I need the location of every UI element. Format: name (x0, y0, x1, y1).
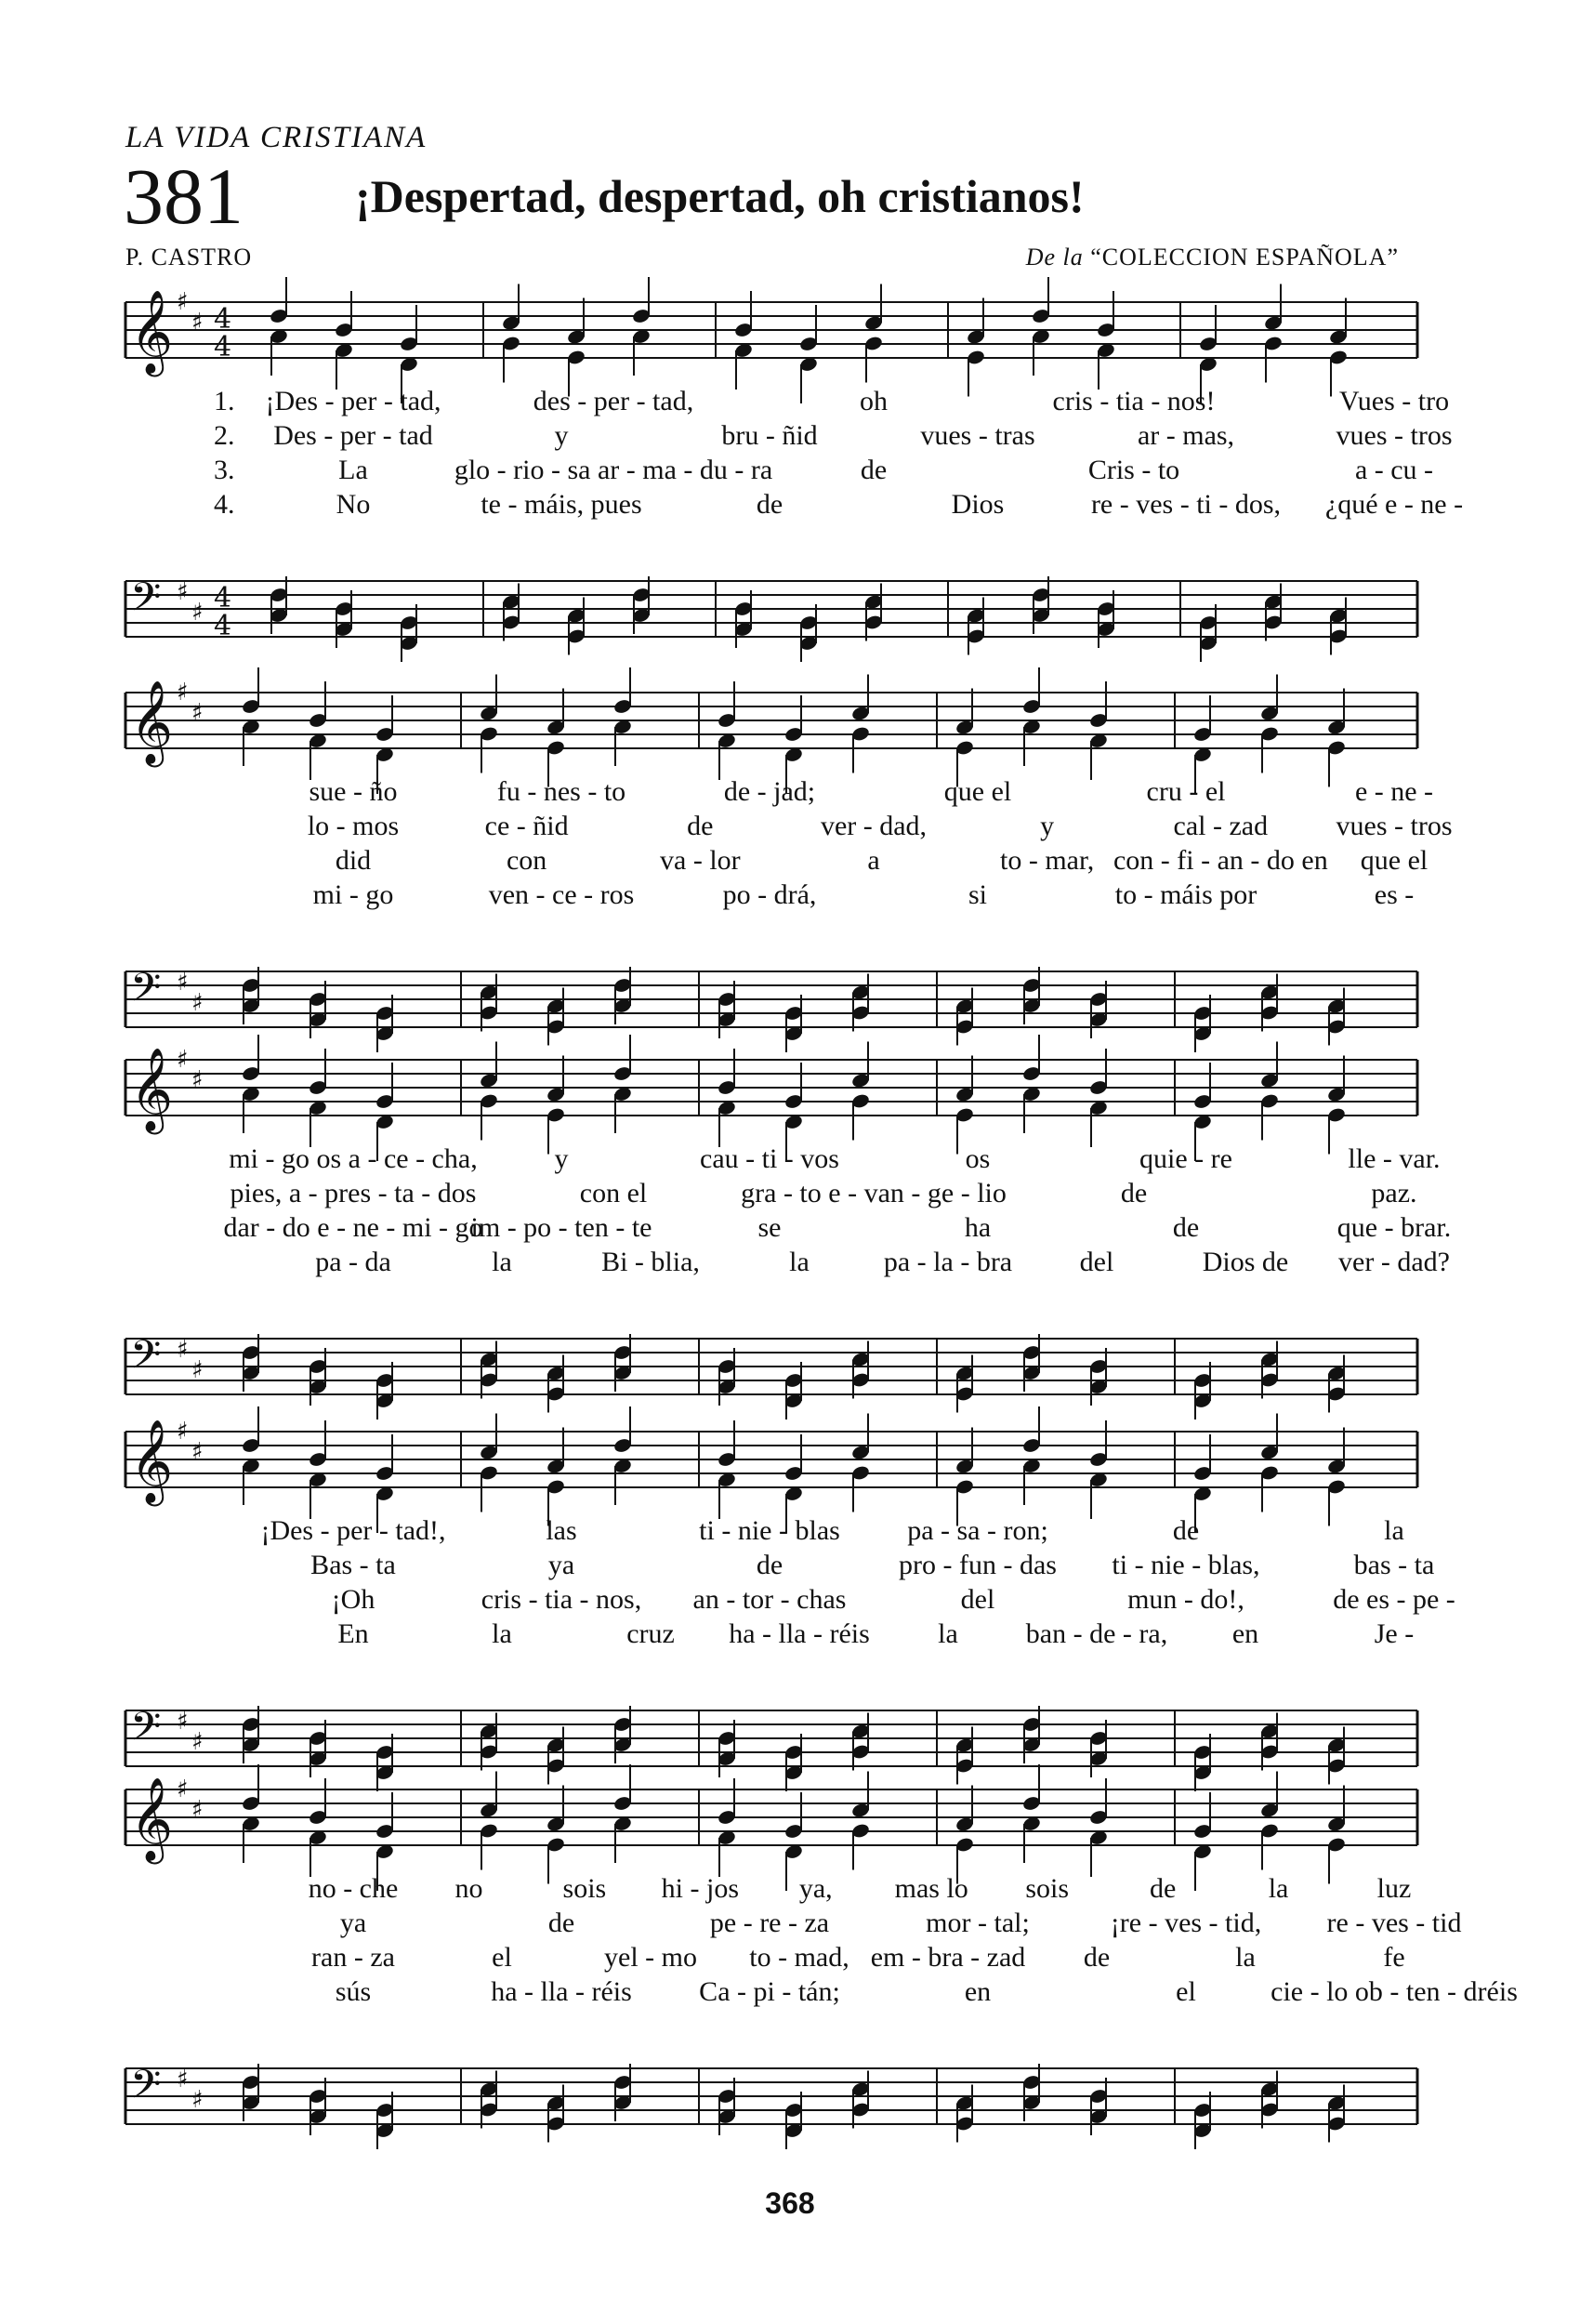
sharp-icon: ♯ (177, 679, 189, 706)
lyrics-block (121, 386, 1464, 523)
sharp-icon: ♯ (191, 309, 204, 337)
hymn-number: 381 (124, 152, 244, 241)
lyric-syllable: ya (547, 1550, 575, 1580)
verse-line (121, 1873, 1422, 1908)
treble-clef-icon: 𝄞 (130, 680, 174, 764)
verse-line (121, 1908, 1462, 1942)
verse-line (121, 845, 1429, 879)
lyric-syllable: sois (1025, 1873, 1069, 1904)
lyric-syllable: de (547, 1908, 575, 1938)
lyrics-block (121, 1873, 1518, 2011)
verse-line (121, 455, 1434, 489)
verse-line (121, 1212, 1452, 1247)
lyric-syllable: cru - el (1146, 776, 1226, 807)
lyric-syllable: y (554, 420, 569, 451)
lyric-syllable: de (1149, 1873, 1177, 1904)
lyric-syllable: pa - da (315, 1247, 391, 1277)
lyric-syllable: de (860, 455, 888, 485)
lyric-syllable: Dios (951, 489, 1005, 520)
lyric-syllable: el (1176, 1976, 1196, 2007)
lyric-syllable: la (1235, 1942, 1256, 1973)
lyric-syllable: con el (579, 1178, 648, 1208)
treble-staff (121, 1762, 1422, 1861)
bass-clef-icon: 𝄢 (130, 965, 162, 1021)
sharp-icon: ♯ (191, 2086, 204, 2114)
music-system (121, 288, 1464, 665)
lyric-syllable: mor - tal; (926, 1908, 1030, 1938)
time-signature-top: 4 (214, 303, 232, 336)
sharp-icon: ♯ (191, 989, 204, 1017)
verse-number: 3. (214, 455, 235, 485)
lyric-syllable: to - mar, (1000, 845, 1095, 876)
bass-clef-icon: 𝄢 (130, 1332, 162, 1388)
lyric-syllable: se (757, 1212, 782, 1243)
lyric-syllable: cruz (626, 1618, 675, 1649)
lyric-syllable: de (687, 811, 714, 841)
verse-number: 4. (214, 489, 235, 520)
lyric-syllable: cris - tia - nos! (1052, 386, 1216, 416)
lyric-syllable: ver - dad? (1338, 1247, 1450, 1277)
sharp-icon: ♯ (191, 1356, 204, 1384)
source-attribution (1026, 244, 1399, 271)
lyric-syllable: del (1079, 1247, 1114, 1277)
lyric-syllable: va - lor (660, 845, 741, 876)
treble-clef-icon: 𝄞 (130, 290, 174, 374)
treble-staff (121, 274, 1422, 374)
lyric-syllable: en (1231, 1618, 1259, 1649)
music-system (121, 1046, 1452, 1422)
sharp-icon: ♯ (191, 1796, 204, 1824)
lyric-syllable: de (756, 1550, 783, 1580)
lyric-syllable: sois (562, 1873, 607, 1904)
sharp-icon: ♯ (177, 2066, 189, 2093)
lyric-syllable: pe - re - za (709, 1908, 830, 1938)
lyric-syllable: de (1083, 1942, 1111, 1973)
sharp-icon: ♯ (177, 1418, 189, 1446)
lyric-syllable: ha (964, 1212, 992, 1243)
lyric-syllable: mi - go os a - ce - cha, (229, 1143, 478, 1174)
lyric-syllable: glo - rio - sa ar - ma - du - ra (454, 455, 773, 485)
lyric-syllable: Dios de (1202, 1247, 1289, 1277)
lyric-syllable: to - mad, (749, 1942, 849, 1973)
lyrics-block (121, 776, 1453, 914)
bass-staff (121, 1311, 1422, 1388)
verse-line (121, 1942, 1422, 1976)
lyric-syllable: hi - jos (661, 1873, 739, 1904)
sharp-icon: ♯ (177, 1046, 189, 1074)
lyric-syllable: cie - lo ob - ten - dréis (1271, 1976, 1518, 2007)
lyric-syllable: an - tor - chas (692, 1584, 847, 1615)
lyric-syllable: re - ves - ti - dos, (1090, 489, 1282, 520)
lyrics-block (121, 1515, 1455, 1653)
lyric-syllable: lo - mos (307, 811, 400, 841)
verse-line (121, 1550, 1435, 1584)
lyric-syllable: del (960, 1584, 995, 1615)
lyric-syllable: la (492, 1247, 512, 1277)
lyric-syllable: mun - do!, (1127, 1584, 1244, 1615)
lyric-syllable: la (1268, 1873, 1289, 1904)
lyric-syllable: con - fi - an - do en (1113, 845, 1328, 876)
lyric-syllable: Je - (1374, 1618, 1415, 1649)
sharp-icon: ♯ (191, 1728, 204, 1756)
lyric-syllable: que el (1360, 845, 1429, 876)
lyric-syllable: las (546, 1515, 577, 1546)
treble-staff (121, 665, 1422, 764)
lyric-syllable: Ca - pi - tán; (699, 1976, 840, 2007)
lyric-syllable: Des - per - tad (273, 420, 433, 451)
lyric-syllable: ran - za (311, 1942, 395, 1973)
lyric-syllable: pa - sa - ron; (907, 1515, 1048, 1546)
lyric-syllable: ti - nie - blas, (1112, 1550, 1260, 1580)
lyric-syllable: y (1040, 811, 1055, 841)
lyric-syllable: ¡Oh (331, 1584, 375, 1615)
sharp-icon: ♯ (191, 599, 204, 627)
treble-clef-icon: 𝄞 (130, 1777, 174, 1861)
time-signature-bottom: 4 (214, 331, 232, 363)
bass-clef-icon: 𝄢 (130, 2062, 162, 2118)
verse-line (121, 811, 1453, 845)
lyric-syllable: ha - lla - réis (491, 1976, 632, 2007)
lyric-syllable: de (1120, 1178, 1148, 1208)
lyric-syllable: No (336, 489, 371, 520)
lyric-syllable: ya (339, 1908, 367, 1938)
music-system (121, 1776, 1518, 2152)
lyric-syllable: luz (1376, 1873, 1412, 1904)
verse-line (121, 1976, 1518, 2011)
page-number: 368 (765, 2186, 815, 2220)
hymn-title: ¡Despertad, despertad, oh cristianos! (355, 170, 1085, 222)
lyric-syllable: vues - tros (1336, 420, 1453, 451)
lyric-syllable: ¡Des - per - tad, (265, 386, 441, 416)
sharp-icon: ♯ (177, 578, 189, 606)
lyric-syllable: im - po - ten - te (470, 1212, 652, 1243)
lyric-syllable: lle - var. (1348, 1143, 1441, 1174)
treble-staff (121, 1032, 1422, 1131)
lyric-syllable: cris - tia - nos, (481, 1584, 642, 1615)
bass-clef-icon: 𝄢 (130, 1704, 162, 1760)
lyrics-block (121, 1143, 1452, 1281)
lyric-syllable: con (506, 845, 547, 876)
bass-staff (121, 1683, 1422, 1760)
lyric-syllable: de (1172, 1212, 1200, 1243)
lyric-syllable: te - máis, pues (481, 489, 642, 520)
lyric-syllable: que el (943, 776, 1012, 807)
lyric-syllable: de es - pe - (1333, 1584, 1455, 1615)
lyric-syllable: ¡re - ves - tid, (1110, 1908, 1262, 1938)
lyric-syllable: gra - to e - van - ge - lio (741, 1178, 1007, 1208)
lyric-syllable: did (335, 845, 372, 876)
verse-line (121, 1143, 1441, 1178)
treble-clef-icon: 𝄞 (130, 1419, 174, 1503)
lyric-syllable: sue - ño (309, 776, 398, 807)
lyric-syllable: cal - zad (1173, 811, 1269, 841)
verse-line (121, 489, 1464, 523)
lyric-syllable: des - per - tad, (533, 386, 694, 416)
lyric-syllable: ¿qué e - ne - (1324, 489, 1464, 520)
lyric-syllable: si (968, 879, 988, 910)
bass-clef-icon: 𝄢 (130, 574, 162, 630)
bass-staff (121, 2040, 1422, 2118)
lyric-syllable: to - máis por (1114, 879, 1257, 910)
bass-staff (121, 553, 1422, 642)
sharp-icon: ♯ (191, 699, 204, 727)
lyric-syllable: po - drá, (722, 879, 817, 910)
lyric-syllable: La (338, 455, 368, 485)
sharp-icon: ♯ (191, 1438, 204, 1466)
lyric-syllable: bru - ñid (721, 420, 818, 451)
lyric-syllable: la (938, 1618, 958, 1649)
lyric-syllable: la (1384, 1515, 1404, 1546)
verse-line (121, 1178, 1422, 1212)
lyric-syllable: de (756, 489, 783, 520)
lyric-syllable: yel - mo (604, 1942, 697, 1973)
lyric-syllable: quie - re (1139, 1143, 1232, 1174)
lyric-syllable: fe (1383, 1942, 1405, 1973)
author: P. CASTRO (125, 244, 253, 271)
sharp-icon: ♯ (177, 288, 189, 316)
music-system (121, 679, 1453, 1055)
verse-number: 1. (214, 386, 235, 416)
lyric-syllable: a (867, 845, 880, 876)
section-title: LA VIDA CRISTIANA (125, 121, 428, 154)
lyric-syllable: ven - ce - ros (488, 879, 635, 910)
lyric-syllable: la (492, 1618, 512, 1649)
time-signature-top: 4 (214, 582, 232, 614)
sharp-icon: ♯ (177, 969, 189, 997)
treble-staff (121, 1404, 1422, 1503)
lyric-syllable: mas lo (894, 1873, 968, 1904)
lyric-syllable: a - cu - (1354, 455, 1434, 485)
source-prefix: De la (1025, 244, 1084, 271)
lyric-syllable: ti - nie - blas (699, 1515, 840, 1546)
lyric-syllable: es - (1374, 879, 1415, 910)
lyric-syllable: ban - de - ra, (1025, 1618, 1168, 1649)
lyric-syllable: vues - tras (920, 420, 1035, 451)
lyric-syllable: ya, (798, 1873, 833, 1904)
lyric-syllable: paz. (1371, 1178, 1417, 1208)
time-signature-bottom: 4 (214, 610, 232, 642)
bass-staff (121, 944, 1422, 1021)
lyric-syllable: la (789, 1247, 810, 1277)
lyric-syllable: pa - la - bra (883, 1247, 1013, 1277)
lyric-syllable: de (1172, 1515, 1200, 1546)
lyric-syllable: em - bra - zad (870, 1942, 1026, 1973)
verse-line (121, 386, 1450, 420)
lyric-syllable: pies, a - pres - ta - dos (230, 1178, 477, 1208)
sharp-icon: ♯ (177, 1708, 189, 1736)
lyric-syllable: ver - dad, (820, 811, 928, 841)
lyric-syllable: mi - go (312, 879, 394, 910)
music-system (121, 1418, 1455, 1794)
lyric-syllable: e - ne - (1354, 776, 1434, 807)
treble-clef-icon: 𝄞 (130, 1048, 174, 1131)
lyric-syllable: Vues - tro (1338, 386, 1450, 416)
verse-number: 2. (214, 420, 235, 451)
sharp-icon: ♯ (191, 1066, 204, 1094)
lyric-syllable: Bi - blia, (601, 1247, 700, 1277)
lyric-syllable: fu - nes - to (496, 776, 626, 807)
lyric-syllable: de - jad; (723, 776, 816, 807)
verse-line (121, 1618, 1422, 1653)
lyric-syllable: En (337, 1618, 369, 1649)
source-name: “COLECCION ESPAÑOLA” (1090, 244, 1399, 271)
lyric-syllable: no - che (308, 1873, 399, 1904)
lyric-syllable: re - ves - tid (1326, 1908, 1462, 1938)
lyric-syllable: cau - ti - vos (700, 1143, 839, 1174)
lyric-syllable: bas - ta (1353, 1550, 1435, 1580)
lyric-syllable: y (554, 1143, 569, 1174)
verse-line (121, 1515, 1422, 1550)
lyric-syllable: ¡Des - per - tad!, (260, 1515, 446, 1546)
lyric-syllable: el (492, 1942, 512, 1973)
verse-line (121, 1247, 1450, 1281)
lyric-syllable: oh (860, 386, 888, 416)
lyric-syllable: vues - tros (1336, 811, 1453, 841)
verse-line (121, 1584, 1455, 1618)
lyric-syllable: no (454, 1873, 483, 1904)
sharp-icon: ♯ (177, 1776, 189, 1803)
lyric-syllable: ce - ñid (484, 811, 569, 841)
verse-line (121, 776, 1434, 811)
lyric-syllable: os (965, 1143, 991, 1174)
lyric-syllable: Bas - ta (310, 1550, 396, 1580)
verse-line (121, 879, 1422, 914)
lyric-syllable: ar - mas, (1137, 420, 1235, 451)
lyric-syllable: en (964, 1976, 992, 2007)
lyric-syllable: dar - do e - ne - mi - go (223, 1212, 483, 1243)
lyric-syllable: Cris - to (1087, 455, 1180, 485)
lyric-syllable: que - brar. (1336, 1212, 1452, 1243)
verse-line (121, 420, 1453, 455)
lyric-syllable: pro - fun - das (899, 1550, 1057, 1580)
lyric-syllable: sús (335, 1976, 372, 2007)
sharp-icon: ♯ (177, 1336, 189, 1364)
lyric-syllable: ha - lla - réis (729, 1618, 870, 1649)
